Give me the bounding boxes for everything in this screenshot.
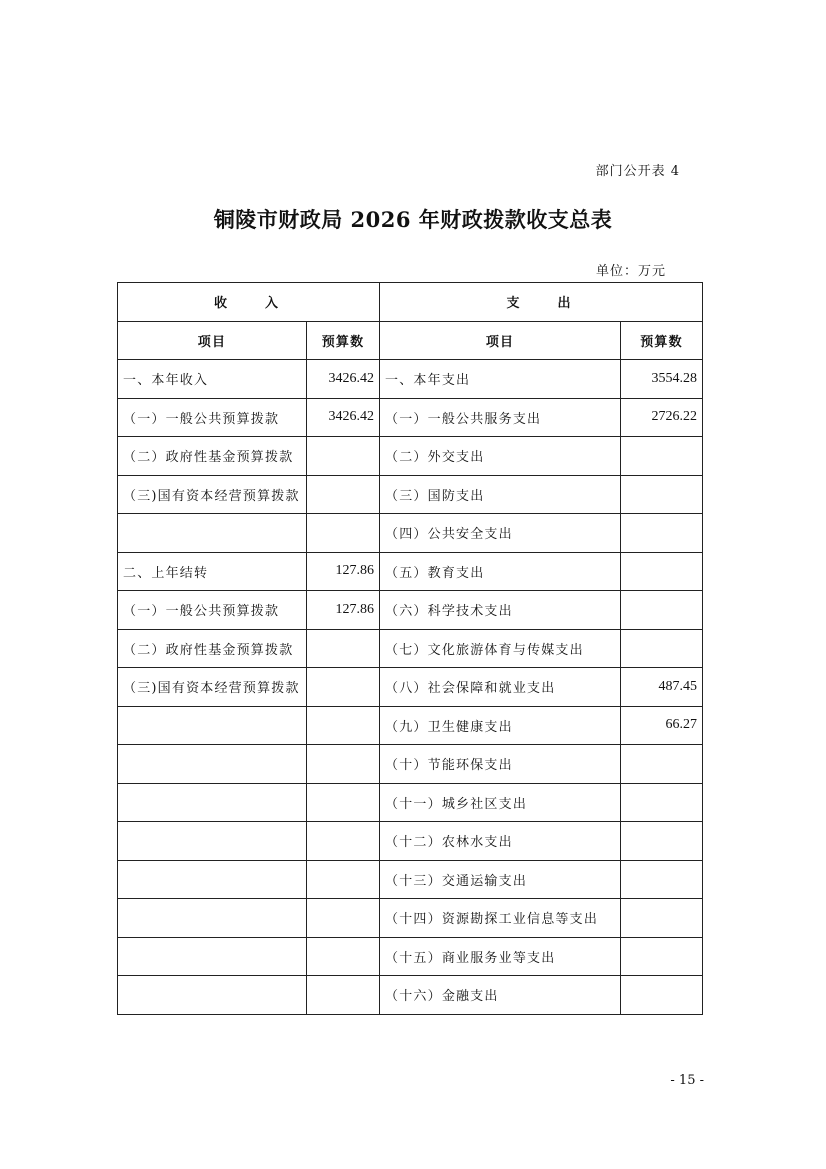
income-item-cell	[118, 937, 307, 976]
income-item-cell	[118, 706, 307, 745]
table-row	[118, 437, 703, 476]
income-amount-cell	[307, 860, 380, 899]
income-amount-cell	[307, 706, 380, 745]
table-row	[118, 591, 703, 630]
expense-item-cell: （十四）资源勘探工业信息等支出	[380, 899, 621, 938]
expense-amount-cell	[621, 552, 703, 591]
table-row	[118, 706, 703, 745]
form-tag: 部门公开表 4	[595, 164, 680, 179]
table-row	[118, 629, 703, 668]
expense-header: 支出	[380, 283, 703, 322]
expense-item-cell: （五）教育支出	[380, 552, 621, 591]
income-amount-cell	[307, 783, 380, 822]
expense-item-cell: （十二）农林水支出	[380, 822, 621, 861]
income-header: 收入	[118, 283, 380, 322]
table-row	[118, 937, 703, 976]
table-row	[118, 783, 703, 822]
expense-item-cell: （七）文化旅游体育与传媒支出	[380, 629, 621, 668]
expense-amount-cell	[621, 860, 703, 899]
income-amount-cell	[307, 937, 380, 976]
income-amount-cell: 127.86	[307, 591, 380, 630]
table-row	[118, 745, 703, 784]
income-item-cell: （一）一般公共预算拨款	[118, 398, 307, 437]
income-amount-cell	[307, 745, 380, 784]
expense-amount-cell	[621, 745, 703, 784]
income-amount-cell: 3426.42	[307, 398, 380, 437]
expense-amount-cell	[621, 514, 703, 553]
income-item-cell	[118, 976, 307, 1015]
expense-item-cell: 一、本年支出	[380, 360, 621, 399]
income-item-cell	[118, 783, 307, 822]
income-item-cell: （二）政府性基金预算拨款	[118, 629, 307, 668]
income-amount-cell: 127.86	[307, 552, 380, 591]
table-row	[118, 514, 703, 553]
expense-amount-cell: 66.27	[621, 706, 703, 745]
expense-amount-cell: 3554.28	[621, 360, 703, 399]
income-amount-cell	[307, 822, 380, 861]
income-item-cell	[118, 514, 307, 553]
income-item-cell	[118, 745, 307, 784]
expense-item-cell: （六）科学技术支出	[380, 591, 621, 630]
expense-amount-cell	[621, 899, 703, 938]
income-item-cell	[118, 822, 307, 861]
expense-item-cell: （十六）金融支出	[380, 976, 621, 1015]
expense-item-cell: （三）国防支出	[380, 475, 621, 514]
page-number: - 15 -	[670, 1073, 704, 1088]
expense-amount-cell	[621, 976, 703, 1015]
table-row	[118, 668, 703, 707]
expense-item-cell: （十五）商业服务业等支出	[380, 937, 621, 976]
income-amount-cell	[307, 437, 380, 476]
expense-amount-header: 预算数	[621, 321, 703, 360]
expense-amount-cell	[621, 475, 703, 514]
expense-item-header: 项目	[380, 321, 621, 360]
expense-amount-cell: 2726.22	[621, 398, 703, 437]
expense-amount-cell	[621, 437, 703, 476]
expense-item-cell: （八）社会保障和就业支出	[380, 668, 621, 707]
table-row	[118, 899, 703, 938]
table-row	[118, 475, 703, 514]
column-header-row	[118, 321, 703, 360]
income-amount-cell	[307, 514, 380, 553]
income-amount-cell	[307, 629, 380, 668]
expense-item-cell: （四）公共安全支出	[380, 514, 621, 553]
table-row	[118, 398, 703, 437]
table-row	[118, 860, 703, 899]
income-item-cell	[118, 860, 307, 899]
section-header-row	[118, 283, 703, 322]
expense-amount-cell	[621, 937, 703, 976]
income-amount-cell	[307, 475, 380, 514]
unit-label: 单位：万元	[595, 264, 666, 279]
income-item-cell	[118, 899, 307, 938]
income-amount-cell	[307, 899, 380, 938]
expense-item-cell: （九）卫生健康支出	[380, 706, 621, 745]
income-amount-header: 预算数	[307, 321, 380, 360]
expense-amount-cell	[621, 783, 703, 822]
expense-item-cell: （一）一般公共服务支出	[380, 398, 621, 437]
income-item-cell: （二）政府性基金预算拨款	[118, 437, 307, 476]
expense-item-cell: （十三）交通运输支出	[380, 860, 621, 899]
expense-amount-cell: 487.45	[621, 668, 703, 707]
table-row	[118, 552, 703, 591]
expense-item-cell: （十一）城乡社区支出	[380, 783, 621, 822]
income-amount-cell	[307, 976, 380, 1015]
expense-item-cell: （十）节能环保支出	[380, 745, 621, 784]
income-item-cell: （三)国有资本经营预算拨款	[118, 668, 307, 707]
expense-amount-cell	[621, 629, 703, 668]
table-row	[118, 360, 703, 399]
income-item-cell: （三)国有资本经营预算拨款	[118, 475, 307, 514]
expense-item-cell: （二）外交支出	[380, 437, 621, 476]
budget-table	[117, 282, 703, 1015]
income-amount-cell	[307, 668, 380, 707]
table-row	[118, 822, 703, 861]
income-amount-cell: 3426.42	[307, 360, 380, 399]
income-item-cell: 二、上年结转	[118, 552, 307, 591]
income-item-cell: 一、本年收入	[118, 360, 307, 399]
income-item-cell: （一）一般公共预算拨款	[118, 591, 307, 630]
income-item-header: 项目	[118, 321, 307, 360]
table-row	[118, 976, 703, 1015]
expense-amount-cell	[621, 822, 703, 861]
expense-amount-cell	[621, 591, 703, 630]
page-title: 铜陵市财政局 2026 年财政拨款收支总表	[213, 207, 613, 232]
